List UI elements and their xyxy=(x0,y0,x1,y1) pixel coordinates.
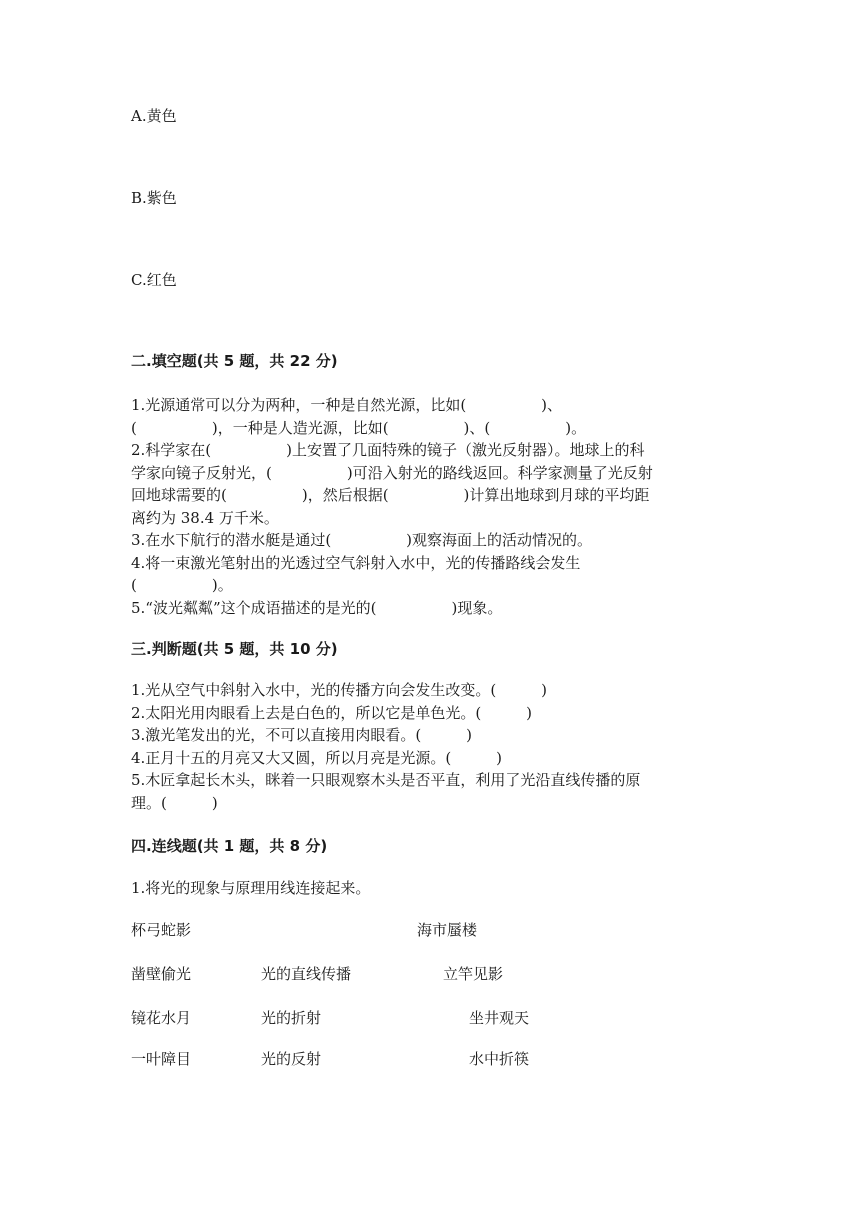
section-3-heading: 三.判断题(共 5 题，共 10 分) xyxy=(131,640,338,658)
question-line: 1.光源通常可以分为两种，一种是自然光源，比如( )、 xyxy=(131,396,563,414)
phenomenon-left: 镜花水月 xyxy=(131,1009,192,1027)
phenomenon-right: 水中折筷 xyxy=(469,1050,530,1068)
phenomenon-right: 立竿见影 xyxy=(443,965,504,983)
phenomenon-left: 凿壁偷光 xyxy=(131,965,192,983)
question-line: ( )，一种是人造光源，比如( )、( )。 xyxy=(131,418,587,437)
question-line: 3.在水下航行的潜水艇是通过( )观察海面上的活动情况的。 xyxy=(131,531,593,549)
section-4-heading: 四.连线题(共 1 题，共 8 分) xyxy=(131,837,328,855)
matching-row xyxy=(131,962,731,986)
phenomenon-right: 坐井观天 xyxy=(469,1009,530,1027)
option-c: C.红色 xyxy=(131,271,177,289)
question-line: 5.“波光粼粼”这个成语描述的是光的( )现象。 xyxy=(131,598,503,617)
principle: 光的反射 xyxy=(261,1050,322,1068)
option-b: B.紫色 xyxy=(131,189,177,207)
matching-question: 1.将光的现象与原理用线连接起来。 xyxy=(131,879,371,897)
question-line: 4.正月十五的月亮又大又圆，所以月亮是光源。( ) xyxy=(131,748,503,767)
question-line: ( )。 xyxy=(131,576,233,594)
matching-row xyxy=(131,918,731,942)
section-2-heading: 二.填空题(共 5 题，共 22 分) xyxy=(131,352,338,370)
question-line: 学家向镜子反射光，( )可沿入射光的路线返回。科学家测量了光反射 xyxy=(131,463,653,482)
phenomenon-right: 海市蜃楼 xyxy=(417,921,478,939)
question-line: 3.激光笔发出的光，不可以直接用肉眼看。( ) xyxy=(131,726,473,744)
principle: 光的直线传播 xyxy=(261,965,352,983)
matching-row xyxy=(131,1006,731,1030)
question-line: 离约为 38.4 万千米。 xyxy=(131,508,279,527)
question-line: 5.木匠拿起长木头，眯着一只眼观察木头是否平直，利用了光沿直线传播的原 xyxy=(131,771,641,789)
phenomenon-left: 杯弓蛇影 xyxy=(131,921,192,939)
question-line: 4.将一束激光笔射出的光透过空气斜射入水中，光的传播路线会发生 xyxy=(131,553,581,572)
question-line: 1.光从空气中斜射入水中，光的传播方向会发生改变。( ) xyxy=(131,681,548,699)
question-line: 2.科学家在( )上安置了几面特殊的镜子（激光反射器）。地球上的科 xyxy=(131,441,645,459)
question-line: 理。( ) xyxy=(131,793,218,812)
option-a: A.黄色 xyxy=(131,107,177,125)
section-3-questions xyxy=(131,679,731,814)
phenomenon-left: 一叶障目 xyxy=(131,1050,192,1068)
matching-row xyxy=(131,1047,731,1071)
question-line: 回地球需要的( )，然后根据( )计算出地球到月球的平均距 xyxy=(131,486,650,504)
question-line: 2.太阳光用肉眼看上去是白色的，所以它是单色光。( ) xyxy=(131,703,533,722)
section-2-questions xyxy=(131,394,731,619)
principle: 光的折射 xyxy=(261,1009,322,1027)
